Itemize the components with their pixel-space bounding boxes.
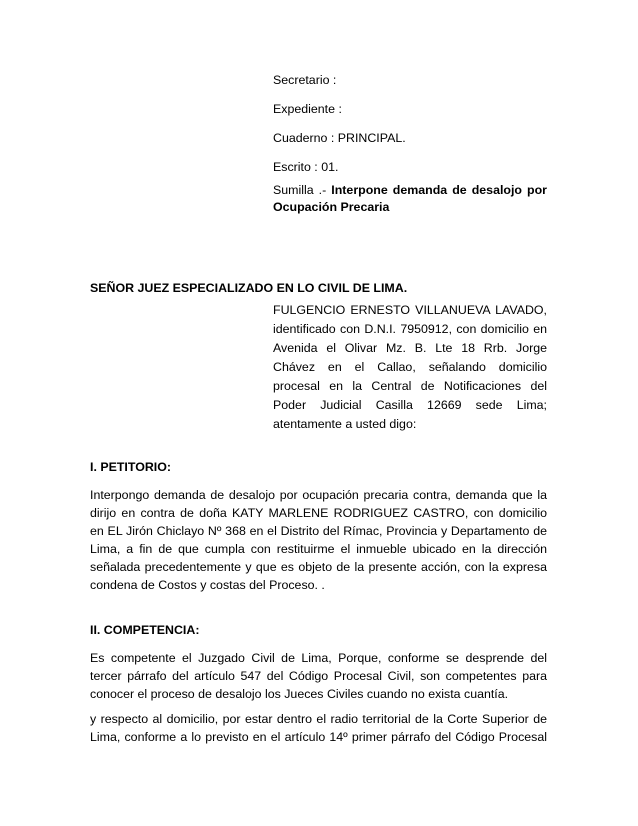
competencia-line: conocer el proceso de desalojo los Jueces Civiles cuando no exista cuantía. (90, 687, 509, 701)
competencia-line: Lima, conforme a lo previsto en el artículo 14º primer párrafo del Código Procesal (90, 730, 547, 744)
expediente-line: Expediente : (273, 102, 342, 116)
petitorio-line: en EL Jirón Chiclayo Nº 368 en el Distrito del Rímac, Provincia y Departamento de (90, 524, 547, 538)
intro-line: procesal en la Central de Notificaciones del (273, 379, 547, 393)
competencia-heading: II. COMPETENCIA: (90, 623, 200, 637)
intro-line: FULGENCIO ERNESTO VILLANUEVA LAVADO, (273, 303, 547, 317)
intro-line: Avenida el Olivar Mz. B. Lte 18 Rrb. Jorge (273, 341, 547, 355)
competencia-line: Es competente el Juzgado Civil de Lima, Porque, conforme se desprende del (90, 651, 547, 665)
addressee-heading: SEÑOR JUEZ ESPECIALIZADO EN LO CIVIL DE LIMA. (90, 281, 408, 295)
sumilla-bold-1: Interpone demanda de desalojo por (331, 183, 547, 197)
sumilla-line (273, 183, 547, 197)
sumilla-prefix: Sumilla .- (273, 183, 327, 197)
petitorio-line: Interpongo demanda de desalojo por ocupación precaria contra, demanda que la (90, 488, 547, 502)
competencia-line: y respecto al domicilio, por estar dentro el radio territorial de la Corte Superior de (90, 712, 547, 726)
escrito-line: Escrito : 01. (273, 160, 339, 174)
competencia-line: tercer párrafo del artículo 547 del Código Procesal Civil, son competentes para (90, 669, 547, 683)
petitorio-line: dirijo en contra de doña KATY MARLENE RODRIGUEZ CASTRO, con domicilio (90, 506, 547, 520)
petitorio-line: condena de Costos y costas del Proceso. . (90, 578, 325, 592)
petitorio-line: Lima, a fin de que cumpla con restituirme el inmueble ubicado en la dirección (90, 542, 547, 556)
intro-line: Chávez en el Callao, señalando domicilio (273, 360, 547, 374)
cuaderno-line: Cuaderno : PRINCIPAL. (273, 131, 406, 145)
intro-line: atentamente a usted digo: (273, 417, 417, 431)
sumilla-bold-2: Ocupación Precaria (273, 200, 390, 214)
petitorio-line: señalada precedentemente y que es objeto de la presente acción, con la expresa (90, 560, 547, 574)
secretario-line: Secretario : (273, 73, 337, 87)
intro-line: identificado con D.N.I. 7950912, con domicilio en (273, 322, 547, 336)
intro-line: Poder Judicial Casilla 12669 sede Lima; (273, 398, 547, 412)
petitorio-heading: I. PETITORIO: (90, 460, 172, 474)
